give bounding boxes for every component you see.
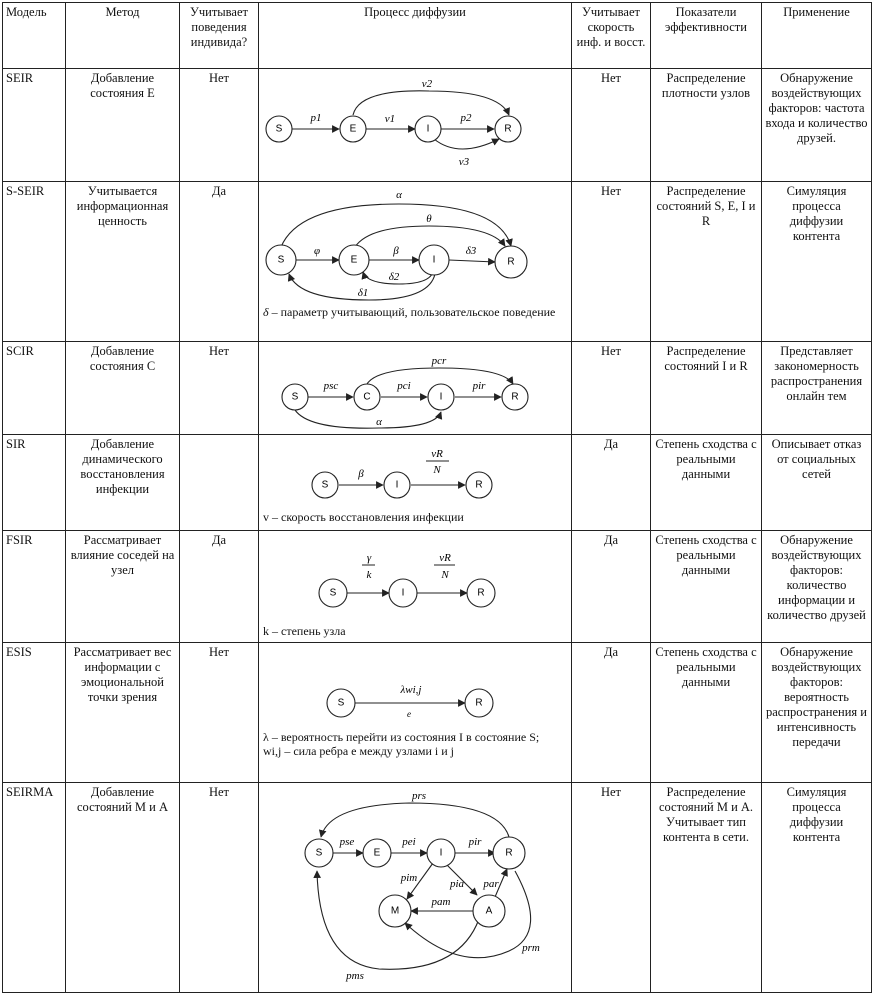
model-cell: FSIR <box>3 531 66 643</box>
method-cell: Добавление состояния Е <box>66 69 180 182</box>
sir-diagram <box>259 435 571 511</box>
application-cell: Симуляция процесса диффузии контента <box>762 182 872 342</box>
model-cell: S-SEIR <box>3 182 66 342</box>
state-node-a <box>473 895 505 927</box>
svg-text:S: S <box>291 391 299 403</box>
seirma-diagram <box>259 783 571 983</box>
state-node-i <box>427 839 455 867</box>
edge-label-theta: θ <box>426 213 432 225</box>
svg-text:R: R <box>475 479 483 491</box>
edge-label-pci: pci <box>397 380 411 392</box>
state-node-s <box>312 472 338 498</box>
speed-cell: Да <box>572 531 651 643</box>
svg-text:E: E <box>350 254 358 266</box>
edge-label-vr: vR <box>431 448 443 460</box>
metrics-cell: Степень сходства с реальными данными <box>651 435 762 531</box>
header-metrics: Показатели эффективности <box>651 3 762 69</box>
table-row <box>3 643 872 783</box>
individual-cell: Да <box>180 182 259 342</box>
speed-cell: Нет <box>572 342 651 435</box>
edge-label-psc: psc <box>323 380 339 392</box>
individual-cell: Нет <box>180 69 259 182</box>
state-node-m <box>379 895 411 927</box>
application-cell: Описывает отказ от социальных сетей <box>762 435 872 531</box>
header-application: Применение <box>762 3 872 69</box>
edge-label-alpha: α <box>376 416 382 428</box>
fsir-diagram <box>259 531 571 625</box>
edge-label-vr: vR <box>439 552 451 564</box>
svg-text:S: S <box>315 847 323 859</box>
edge-label-pia: pia <box>449 878 465 890</box>
edge-label-e: e <box>407 709 411 719</box>
application-cell: Обнаружение воздействующих факторов: вероятность распространения и интенсивность передачи <box>762 643 872 783</box>
svg-text:S: S <box>337 697 345 709</box>
model-cell: SEIR <box>3 69 66 182</box>
svg-text:E: E <box>373 847 381 859</box>
edge-label-p1: p1 <box>310 112 322 124</box>
edge-label-k: k <box>366 569 372 581</box>
state-node-i <box>428 384 454 410</box>
svg-text:I: I <box>439 391 443 403</box>
esis-note-weight: wi,j – сила ребра e между узлами i и j <box>263 743 454 758</box>
individual-cell: Да <box>180 531 259 643</box>
process-cell <box>259 69 572 182</box>
state-node-s <box>305 839 333 867</box>
diffusion-models-table <box>2 2 872 993</box>
method-cell: Рассматривает влияние соседей на узел <box>66 531 180 643</box>
edge-label-pir: pir <box>468 836 482 848</box>
state-node-r <box>465 689 493 717</box>
process-cell <box>259 435 572 531</box>
edge-label-n: N <box>441 569 449 581</box>
state-node-i <box>389 579 417 607</box>
state-node-s <box>319 579 347 607</box>
edge-label-prm: prm <box>522 942 540 954</box>
table-row <box>3 342 872 435</box>
individual-cell: Нет <box>180 783 259 993</box>
esis-diagram <box>259 643 571 731</box>
svg-text:S: S <box>275 123 283 135</box>
edge-label-pms: pms <box>346 970 364 982</box>
svg-text:I: I <box>439 847 443 859</box>
edge-label-p2: p2 <box>460 112 472 124</box>
process-cell <box>259 342 572 435</box>
header-individual: Учитывает поведения индивида? <box>180 3 259 69</box>
edge-label-pse: pse <box>339 836 355 848</box>
individual-cell <box>180 435 259 531</box>
state-node-e <box>363 839 391 867</box>
metrics-cell: Распределение состояний I и R <box>651 342 762 435</box>
svg-text:I: I <box>426 123 430 135</box>
svg-text:M: M <box>390 905 400 917</box>
state-node-c <box>354 384 380 410</box>
edge-label-lambda-w: λwi,j <box>400 684 422 696</box>
individual-cell: Нет <box>180 643 259 783</box>
edge-label-v1: v1 <box>384 113 396 125</box>
svg-text:R: R <box>511 391 519 403</box>
table-row <box>3 531 872 643</box>
state-node-i <box>415 116 441 142</box>
edge-label-delta1: δ1 <box>357 287 369 299</box>
svg-text:R: R <box>507 256 515 268</box>
process-cell <box>259 643 572 783</box>
metrics-cell: Распределение плотности узлов <box>651 69 762 182</box>
speed-cell: Нет <box>572 69 651 182</box>
edge-label-prs: prs <box>411 790 427 802</box>
edge-label-par: par <box>483 878 499 890</box>
svg-text:R: R <box>505 847 513 859</box>
application-cell: Симуляция процесса диффузии контента <box>762 783 872 993</box>
state-node-r <box>466 472 492 498</box>
application-cell: Обнаружение воздействующих факторов: количество информации и количество друзей <box>762 531 872 643</box>
svg-text:R: R <box>477 587 485 599</box>
svg-text:S: S <box>321 479 329 491</box>
application-cell: Обнаружение воздействующих факторов: частота входа и количество друзей. <box>762 69 872 182</box>
edge-label-delta3: δ3 <box>465 245 477 257</box>
seir-diagram <box>259 69 571 181</box>
process-cell <box>259 182 572 342</box>
metrics-cell: Распределение состояний S, E, I и R <box>651 182 762 342</box>
svg-text:S: S <box>329 587 337 599</box>
table-row <box>3 435 872 531</box>
speed-cell: Да <box>572 643 651 783</box>
application-cell: Представляет закономерность распространения онлайн тем <box>762 342 872 435</box>
state-node-r <box>495 246 527 278</box>
state-node-i <box>384 472 410 498</box>
edge-label-gamma: γ <box>366 552 372 564</box>
svg-text:E: E <box>349 123 357 135</box>
svg-text:C: C <box>363 391 371 403</box>
svg-text:R: R <box>475 697 483 709</box>
model-cell: ESIS <box>3 643 66 783</box>
state-node-r <box>495 116 521 142</box>
state-node-i <box>419 245 449 275</box>
edge-label-phi: φ <box>313 245 321 257</box>
state-node-s <box>266 245 296 275</box>
edge-label-n: N <box>433 464 441 476</box>
fsir-note: k – степень узла <box>263 624 346 638</box>
model-cell: SIR <box>3 435 66 531</box>
edge-label-pcr: pcr <box>431 355 447 367</box>
speed-cell: Нет <box>572 783 651 993</box>
state-node-e <box>340 116 366 142</box>
state-node-r <box>502 384 528 410</box>
scir-diagram <box>259 342 571 434</box>
header-model: Модель <box>3 3 66 69</box>
metrics-cell: Степень сходства с реальными данными <box>651 643 762 783</box>
edge-label-v2: v2 <box>421 78 433 90</box>
svg-text:A: A <box>485 905 493 917</box>
sseir-diagram <box>259 182 571 306</box>
edge-label-pei: pei <box>402 836 416 848</box>
edge-label-v3: v3 <box>458 156 470 168</box>
state-node-e <box>339 245 369 275</box>
edge-label-alpha: α <box>396 189 402 201</box>
model-cell: SCIR <box>3 342 66 435</box>
method-cell: Рассматривает вес информации с эмоциональной точки зрения <box>66 643 180 783</box>
edge-label-pir: pir <box>472 380 486 392</box>
metrics-cell: Степень сходства с реальными данными <box>651 531 762 643</box>
svg-text:I: I <box>432 254 436 266</box>
process-cell <box>259 531 572 643</box>
svg-text:S: S <box>277 254 285 266</box>
sir-note: v – скорость восстановления инфекции <box>263 510 464 524</box>
table-row <box>3 69 872 182</box>
individual-cell: Нет <box>180 342 259 435</box>
process-cell <box>259 783 572 993</box>
edge-label-pim: pim <box>400 872 418 884</box>
table-row <box>3 182 872 342</box>
edge-label-delta2: δ2 <box>388 271 400 283</box>
svg-text:I: I <box>401 587 405 599</box>
model-cell: SEIRMA <box>3 783 66 993</box>
method-cell: Учитывается информационная ценность <box>66 182 180 342</box>
speed-cell: Нет <box>572 182 651 342</box>
state-node-r <box>493 837 525 869</box>
state-node-s <box>282 384 308 410</box>
header-process: Процесс диффузии <box>259 3 572 69</box>
esis-note-lambda: λ – вероятность перейти из состояния I в состояние S; <box>263 730 540 744</box>
metrics-cell: Распределение состояний М и А. Учитывает тип контента в сети. <box>651 783 762 993</box>
header-method: Метод <box>66 3 180 69</box>
speed-cell: Да <box>572 435 651 531</box>
state-node-r <box>467 579 495 607</box>
method-cell: Добавление состояний М и А <box>66 783 180 993</box>
svg-text:R: R <box>504 123 512 135</box>
edge-label-beta: β <box>393 245 399 257</box>
edge-label-beta: β <box>358 468 364 480</box>
edge-label-pam: pam <box>431 896 451 908</box>
table-row <box>3 783 872 993</box>
header-speed: Учитывает скорость инф. и восст. <box>572 3 651 69</box>
state-node-s <box>327 689 355 717</box>
method-cell: Добавление состояния С <box>66 342 180 435</box>
svg-text:I: I <box>395 479 399 491</box>
header-row <box>3 3 872 69</box>
method-cell: Добавление динамического восстановления инфекции <box>66 435 180 531</box>
sseir-note: δ – параметр учитывающий, пользовательское поведение <box>263 305 556 319</box>
state-node-s <box>266 116 292 142</box>
